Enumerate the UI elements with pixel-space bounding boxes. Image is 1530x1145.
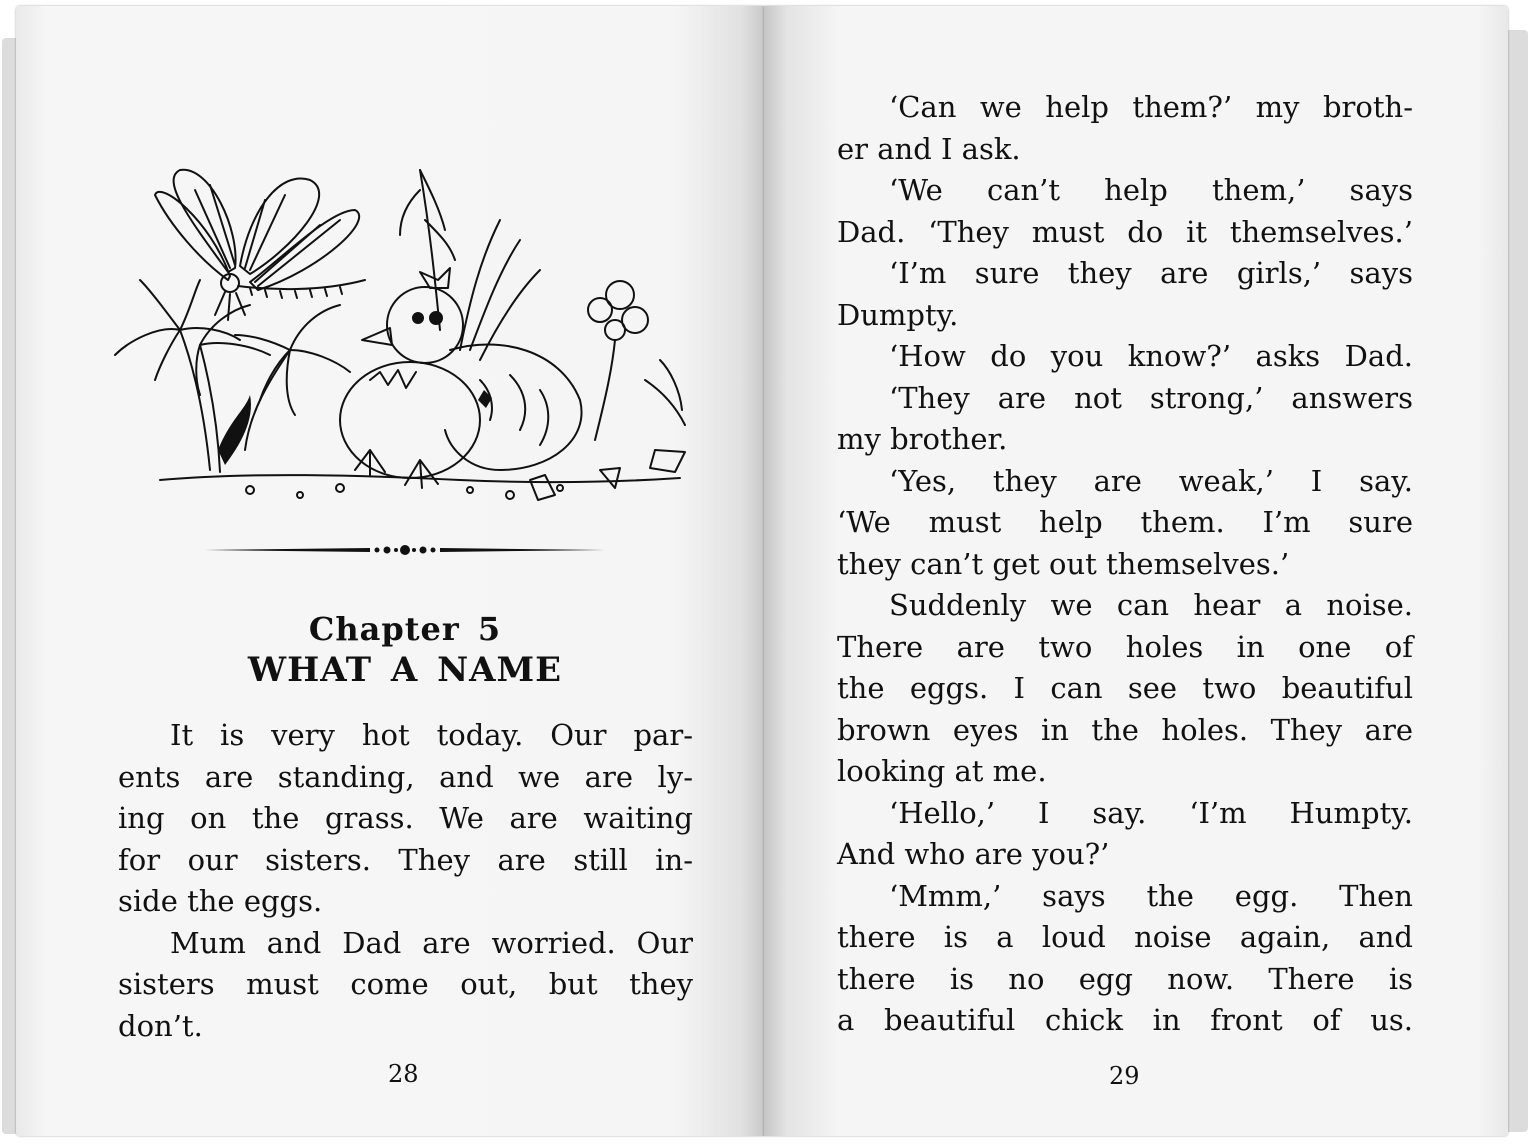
text-line: ‘How do you know?’ asks Dad.	[889, 339, 1413, 373]
text-line: there is a loud noise again, and	[837, 920, 1413, 954]
text-line: sisters must come out, but they	[118, 967, 693, 1001]
text-line: ‘We can’t help them,’ says	[889, 173, 1413, 207]
text-line: don’t.	[118, 1008, 203, 1043]
text-line: Mum and Dad are worried. Our	[170, 925, 693, 960]
text-line: my brother.	[837, 422, 1008, 456]
text-line: Dad. ‘They must do it themselves.’	[837, 214, 1413, 249]
text-line: ‘Mmm,’ says the egg. Then	[889, 878, 1413, 913]
text-line: they can’t get out themselves.’	[837, 546, 1290, 581]
page-number-right: 29	[1109, 1062, 1140, 1090]
chapter-title: WHAT A NAME	[247, 650, 563, 690]
text-line: There are two holes in one of	[837, 629, 1413, 664]
text-line: looking at me.	[837, 754, 1047, 788]
text-line: side the eggs.	[118, 884, 323, 918]
text-line: there is no egg now. There is	[837, 961, 1413, 996]
text-line: for our sisters. They are still in-	[118, 842, 693, 877]
text-line: the eggs. I can see two beautiful	[837, 671, 1413, 705]
left-page-body	[118, 715, 693, 1047]
right-page-body	[837, 87, 1413, 1042]
text-line: Dumpty.	[837, 297, 959, 332]
text-line: It is very hot today. Our par-	[170, 718, 693, 752]
text-line: ing on the grass. We are waiting	[118, 801, 693, 835]
text-line: a beautiful chick in front of us.	[837, 1003, 1413, 1037]
text-line: brown eyes in the holes. They are	[837, 712, 1413, 747]
page-number-left: 28	[388, 1060, 419, 1088]
text-line: ‘I’m sure they are girls,’ says	[889, 256, 1413, 290]
text-line: ‘We must help them. I’m sure	[837, 505, 1413, 539]
text-line: Suddenly we can hear a noise.	[889, 588, 1413, 622]
text-line: ‘They are not strong,’ answers	[889, 380, 1413, 415]
chapter-number: Chapter 5	[308, 610, 502, 648]
ornamental-divider	[205, 540, 605, 560]
chapter-illustration	[100, 150, 700, 530]
text-line: ‘Hello,’ I say. ‘I’m Humpty.	[889, 795, 1413, 830]
text-line: And who are you?’	[837, 837, 1110, 871]
text-line: er and I ask.	[837, 131, 1021, 166]
text-line: ‘Yes, they are weak,’ I say.	[889, 463, 1413, 498]
text-line: ents are standing, and we are ly-	[118, 759, 693, 794]
text-line: ‘Can we help them?’ my broth-	[889, 90, 1413, 124]
